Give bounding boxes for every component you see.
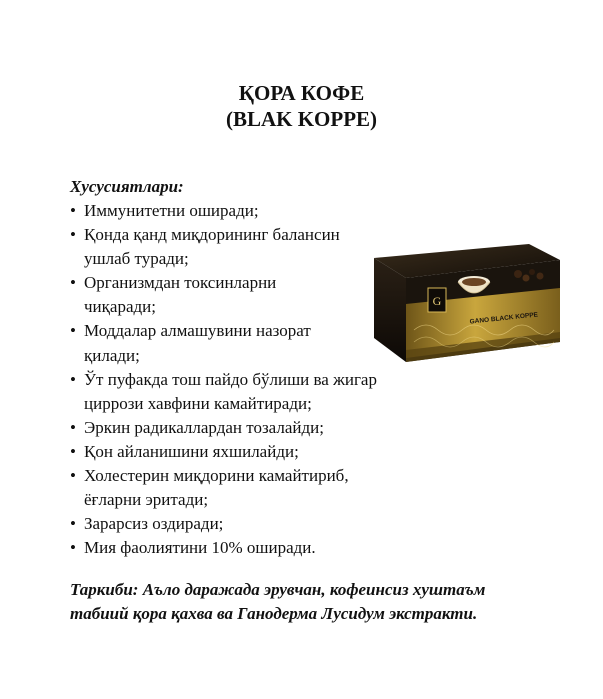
bullet-icon: • [70, 321, 76, 341]
coffee-bean-icon [529, 269, 535, 275]
box-label: GANO BLACK KOPPE [469, 311, 539, 326]
bullet-icon: • [70, 466, 76, 486]
coffee-bean-icon [514, 270, 522, 278]
features-list [70, 199, 377, 560]
page-subtitle: (BLAK KOPPE) [225, 107, 378, 131]
bullet-icon: • [70, 417, 76, 437]
coffee-bean-icon [537, 273, 544, 280]
composition-text: Таркиби: Аъло даражада эрувчан, кофеинсиз хуштаъм табиий қора қахва ва Ганодерма Лусидум экстракти. [70, 580, 486, 623]
product-box-image [354, 238, 566, 368]
feature-item: • Организмдан токсинларни чиқаради; [70, 273, 277, 317]
coffee-surface [462, 278, 486, 286]
feature-item: • Мия фаолиятини 10% оширади. [70, 536, 377, 560]
feature-item: • Зарарсиз оздиради; [70, 512, 377, 536]
feature-item: • Иммунитетни оширади; [70, 199, 377, 223]
feature-item: • Қон айланишини яхшилайди; [70, 440, 377, 464]
bullet-icon: • [70, 369, 76, 389]
feature-item: • Қонда қанд миқдорининг балансин ушлаб туради; [70, 225, 340, 269]
feature-item: • Эркин радикаллардан тозалайди; [70, 416, 377, 440]
bullet-icon: • [70, 441, 76, 461]
bullet-icon: • [70, 514, 76, 534]
coffee-bean-icon [523, 275, 530, 282]
bullet-icon: • [70, 201, 76, 220]
feature-item: • Холестерин миқдорини камайтириб, ёғларни эритади; [70, 466, 349, 510]
bullet-icon: • [70, 225, 76, 245]
page-title: ҚОРА КОФЕ [238, 81, 365, 105]
feature-item: • Ўт пуфакда тош пайдо бўлиши ва жигар циррози хавфини камайтиради; [70, 369, 377, 413]
bullet-icon: • [70, 273, 76, 293]
features-heading: Хусусиятлари: [70, 177, 184, 196]
logo-mark: G [432, 294, 442, 308]
feature-item: • Моддалар алмашувини назорат қилади; [70, 321, 311, 365]
bullet-icon: • [70, 538, 76, 558]
